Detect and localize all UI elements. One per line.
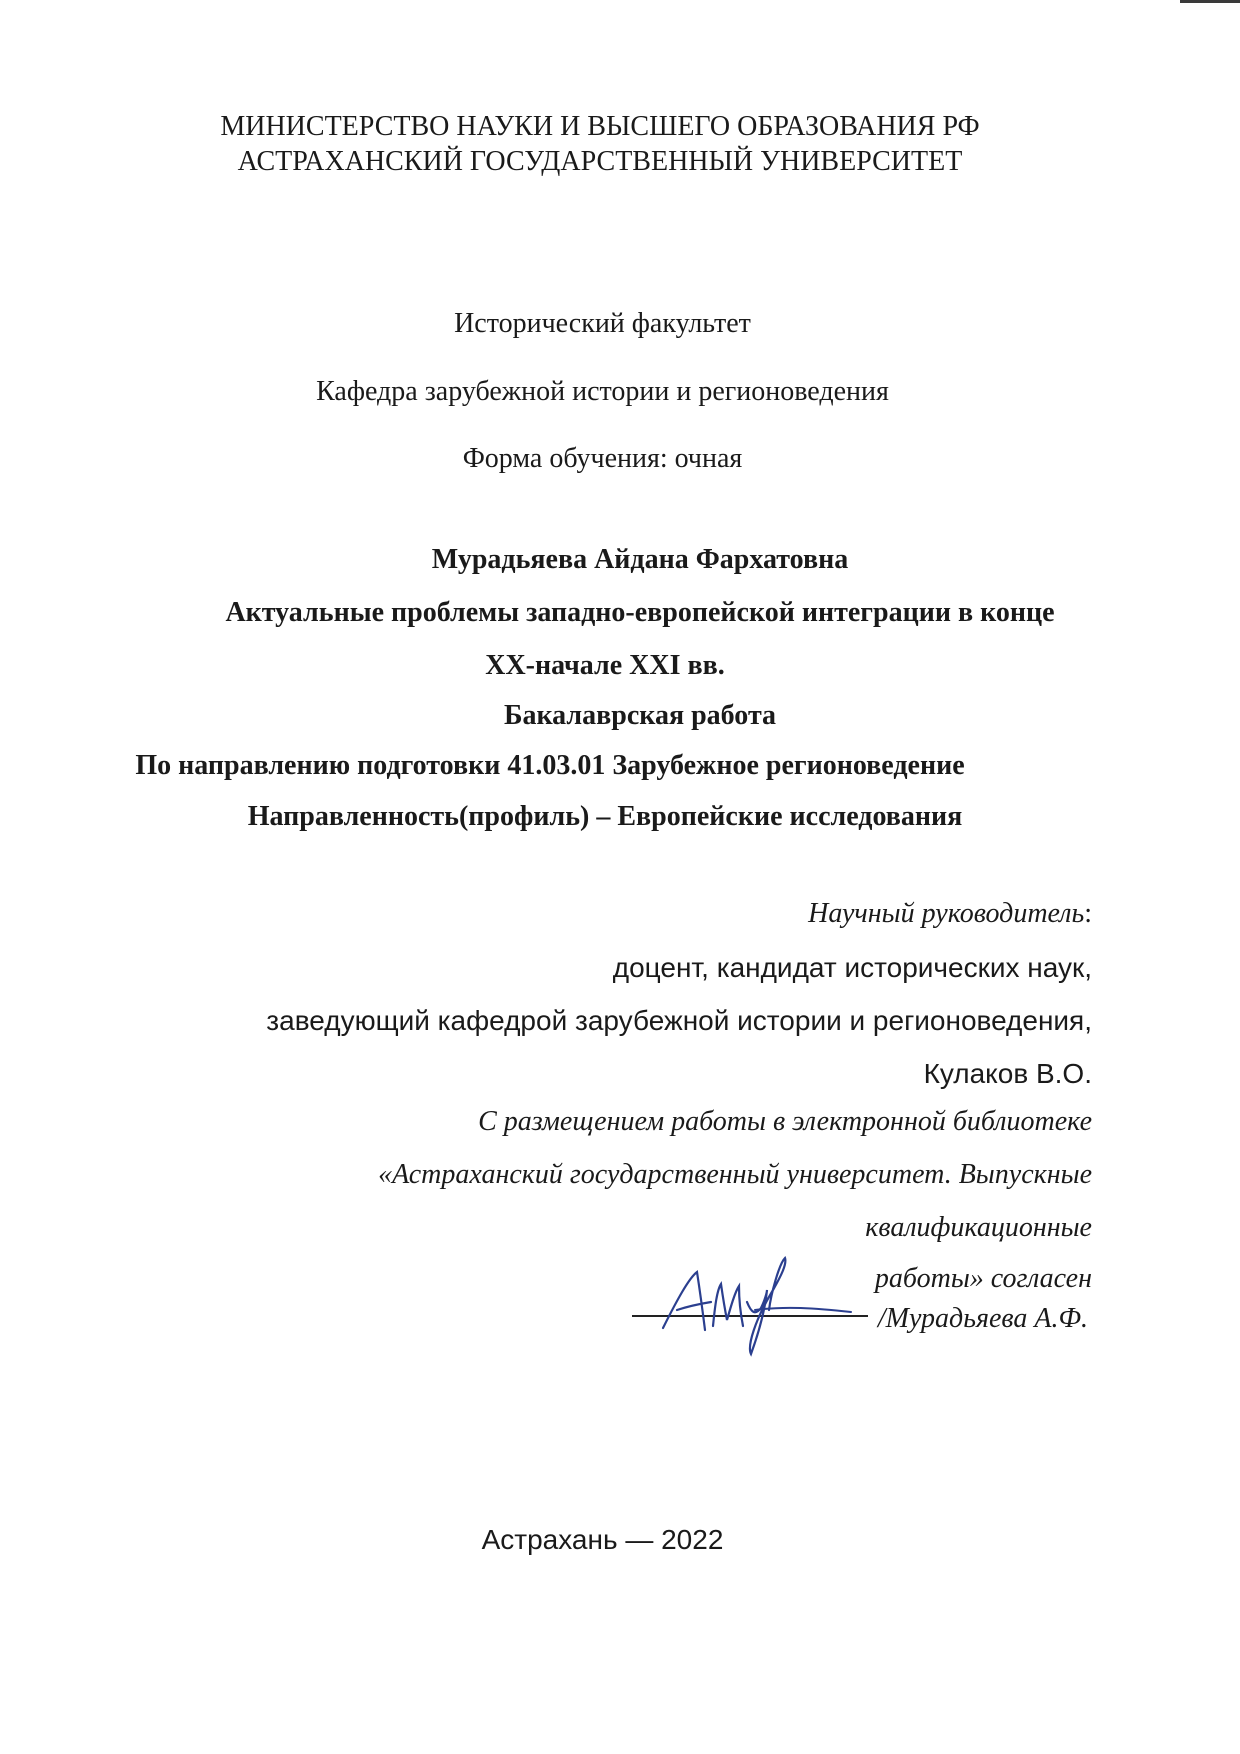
supervisor-label-text: Научный руководитель bbox=[808, 898, 1085, 929]
consent-line4: работы» согласен bbox=[874, 1263, 1092, 1294]
work-title-line1: Актуальные проблемы западно-европейской интеграции в конце bbox=[225, 597, 1055, 628]
consent-line2: «Астраханский государственный университет. Выпускные bbox=[378, 1159, 1092, 1190]
signer-slash: / bbox=[877, 1303, 886, 1334]
consent-line3: квалификационные bbox=[865, 1212, 1092, 1243]
author-name: Мурадьяева Айдана Фархатовна bbox=[431, 544, 849, 575]
ministry-heading: МИНИСТЕРСТВО НАУКИ И ВЫСШЕГО ОБРАЗОВАНИЯ РФ bbox=[220, 111, 980, 142]
consent-line1: С размещением работы в электронной библиотеке bbox=[478, 1106, 1092, 1137]
study-direction: По направлению подготовки 41.03.01 Зарубежное регионоведение bbox=[135, 750, 965, 781]
supervisor-position: заведующий кафедрой зарубежной истории и регионоведения, bbox=[266, 1005, 1092, 1036]
university-heading: АСТРАХАНСКИЙ ГОСУДАРСТВЕННЫЙ УНИВЕРСИТЕТ bbox=[237, 146, 963, 177]
supervisor-name: Кулаков В.О. bbox=[923, 1058, 1092, 1089]
supervisor-degree: доцент, кандидат исторических наук, bbox=[612, 952, 1092, 983]
supervisor-label-colon: : bbox=[1084, 898, 1092, 929]
signer-name-text: Мурадьяева А.Ф. bbox=[885, 1303, 1088, 1334]
study-profile: Направленность(профиль) – Европейские исследования bbox=[247, 801, 963, 832]
work-type: Бакалаврская работа bbox=[503, 700, 777, 731]
handwritten-signature bbox=[655, 1250, 855, 1360]
scan-edge-mark bbox=[1180, 0, 1240, 3]
study-form: Форма обучения: очная bbox=[462, 443, 743, 474]
city-year: Астрахань — 2022 bbox=[481, 1524, 724, 1555]
faculty-name: Исторический факультет bbox=[454, 308, 751, 339]
work-title-line2: XX-начале XXI вв. bbox=[485, 650, 725, 681]
signer-name bbox=[878, 1302, 1088, 1336]
supervisor-label bbox=[808, 897, 1092, 931]
department-name: Кафедра зарубежной истории и регионоведения bbox=[316, 376, 889, 407]
